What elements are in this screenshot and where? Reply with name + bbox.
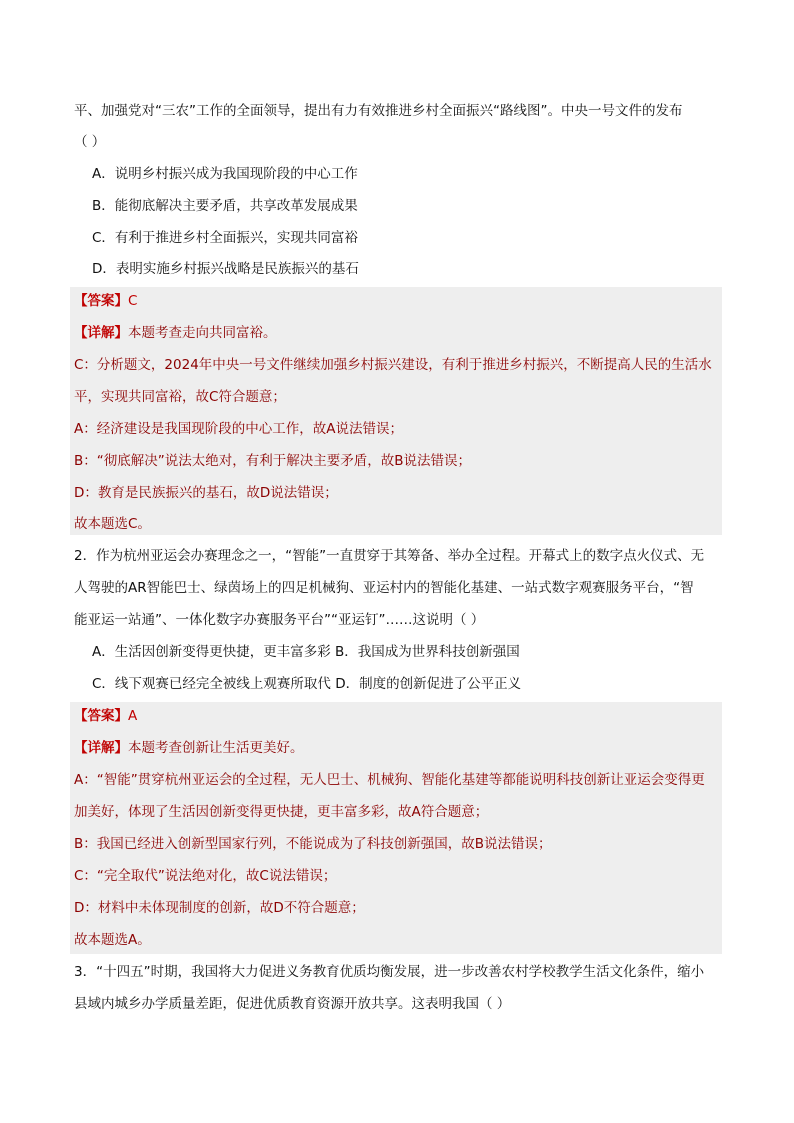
q2-explain-line: D：材料中未体现制度的创新，故D不符合题意； — [74, 900, 365, 916]
q2-detail — [74, 738, 720, 758]
q2-explain-line: A：“智能”贯穿杭州亚运会的全过程，无人巴士、机械狗、智能化基建等都能说明科技创新让亚运会变得更 — [74, 772, 705, 788]
q2-stem-line1: 2．作为杭州亚运会办赛理念之一，“智能”一直贯穿于其筹备、举办全过程。开幕式上的数字点火仪式、无 — [74, 548, 705, 564]
q2-stem-line2: 人驾驶的AR智能巴士、绿茵场上的四足机械狗、亚运村内的智能化基建、一站式数字观赛服务平台，“智 — [74, 580, 694, 596]
q1-detail — [74, 323, 720, 343]
q2-explain-line: 加美好，体现了生活因创新变得更快捷，更丰富多彩，故A符合题意； — [74, 804, 489, 820]
q1-explain-line: 平，实现共同富裕，故C符合题意； — [74, 389, 286, 405]
detail-label: 【详解】 — [74, 740, 128, 756]
answer-label: 【答案】 — [74, 708, 128, 724]
detail-label: 【详解】 — [74, 325, 128, 341]
q2-explain-line: 故本题选A。 — [74, 932, 151, 948]
q1-explain-line: B：“彻底解决”说法太绝对，有利于解决主要矛盾，故B说法错误； — [74, 453, 472, 469]
q2-options-row1: A．生活因创新变得更快捷，更丰富多彩 B．我国成为世界科技创新强国 — [92, 644, 520, 660]
q1-option-c: C．有利于推进乡村全面振兴，实现共同富裕 — [92, 230, 358, 246]
q2-explain-line: C：“完全取代”说法绝对化，故C说法错误； — [74, 868, 337, 884]
answer-label: 【答案】 — [74, 293, 128, 309]
q1-answer — [74, 291, 720, 311]
detail-intro: 本题考查走向共同富裕。 — [128, 325, 277, 341]
q2-answer — [74, 706, 720, 726]
q1-option-a: A．说明乡村振兴成为我国现阶段的中心工作 — [92, 166, 358, 182]
q1-explain-line: D：教育是民族振兴的基石，故D说法错误； — [74, 485, 338, 501]
q1-stem-line2: （ ） — [74, 134, 106, 150]
q2-stem-line3: 能亚运一站通”、一体化数字办赛服务平台”“亚运钉”……这说明（ ） — [74, 612, 485, 628]
q1-stem-line1: 平、加强党对“三农”工作的全面领导，提出有力有效推进乡村全面振兴“路线图”。中央一号文件的发布 — [74, 103, 683, 119]
q1-explain-line: A：经济建设是我国现阶段的中心工作，故A说法错误； — [74, 421, 403, 437]
detail-intro: 本题考查创新让生活更美好。 — [128, 740, 304, 756]
answer-value: C — [128, 293, 138, 309]
q1-option-d: D．表明实施乡村振兴战略是民族振兴的基石 — [92, 261, 359, 277]
answer-value: A — [128, 708, 138, 724]
q3-stem-line1: 3．“十四五”时期，我国将大力促进义务教育优质均衡发展，进一步改善农村学校教学生活文化条件，缩小 — [74, 964, 705, 980]
q2-explain-line: B：我国已经进入创新型国家行列，不能说成为了科技创新强国，故B说法错误； — [74, 836, 552, 852]
q1-option-b: B．能彻底解决主要矛盾，共享改革发展成果 — [92, 198, 358, 214]
q2-options-row2: C．线下观赛已经完全被线上观赛所取代 D．制度的创新促进了公平正义 — [92, 676, 522, 692]
q1-explain-line: C：分析题文，2024年中央一号文件继续加强乡村振兴建设，有利于推进乡村振兴，不断提高人民的生活水 — [74, 357, 712, 373]
q3-stem-line2: 县域内城乡办学质量差距，促进优质教育资源开放共享。这表明我国（ ） — [74, 996, 511, 1012]
q1-explain-line: 故本题选C。 — [74, 516, 151, 532]
